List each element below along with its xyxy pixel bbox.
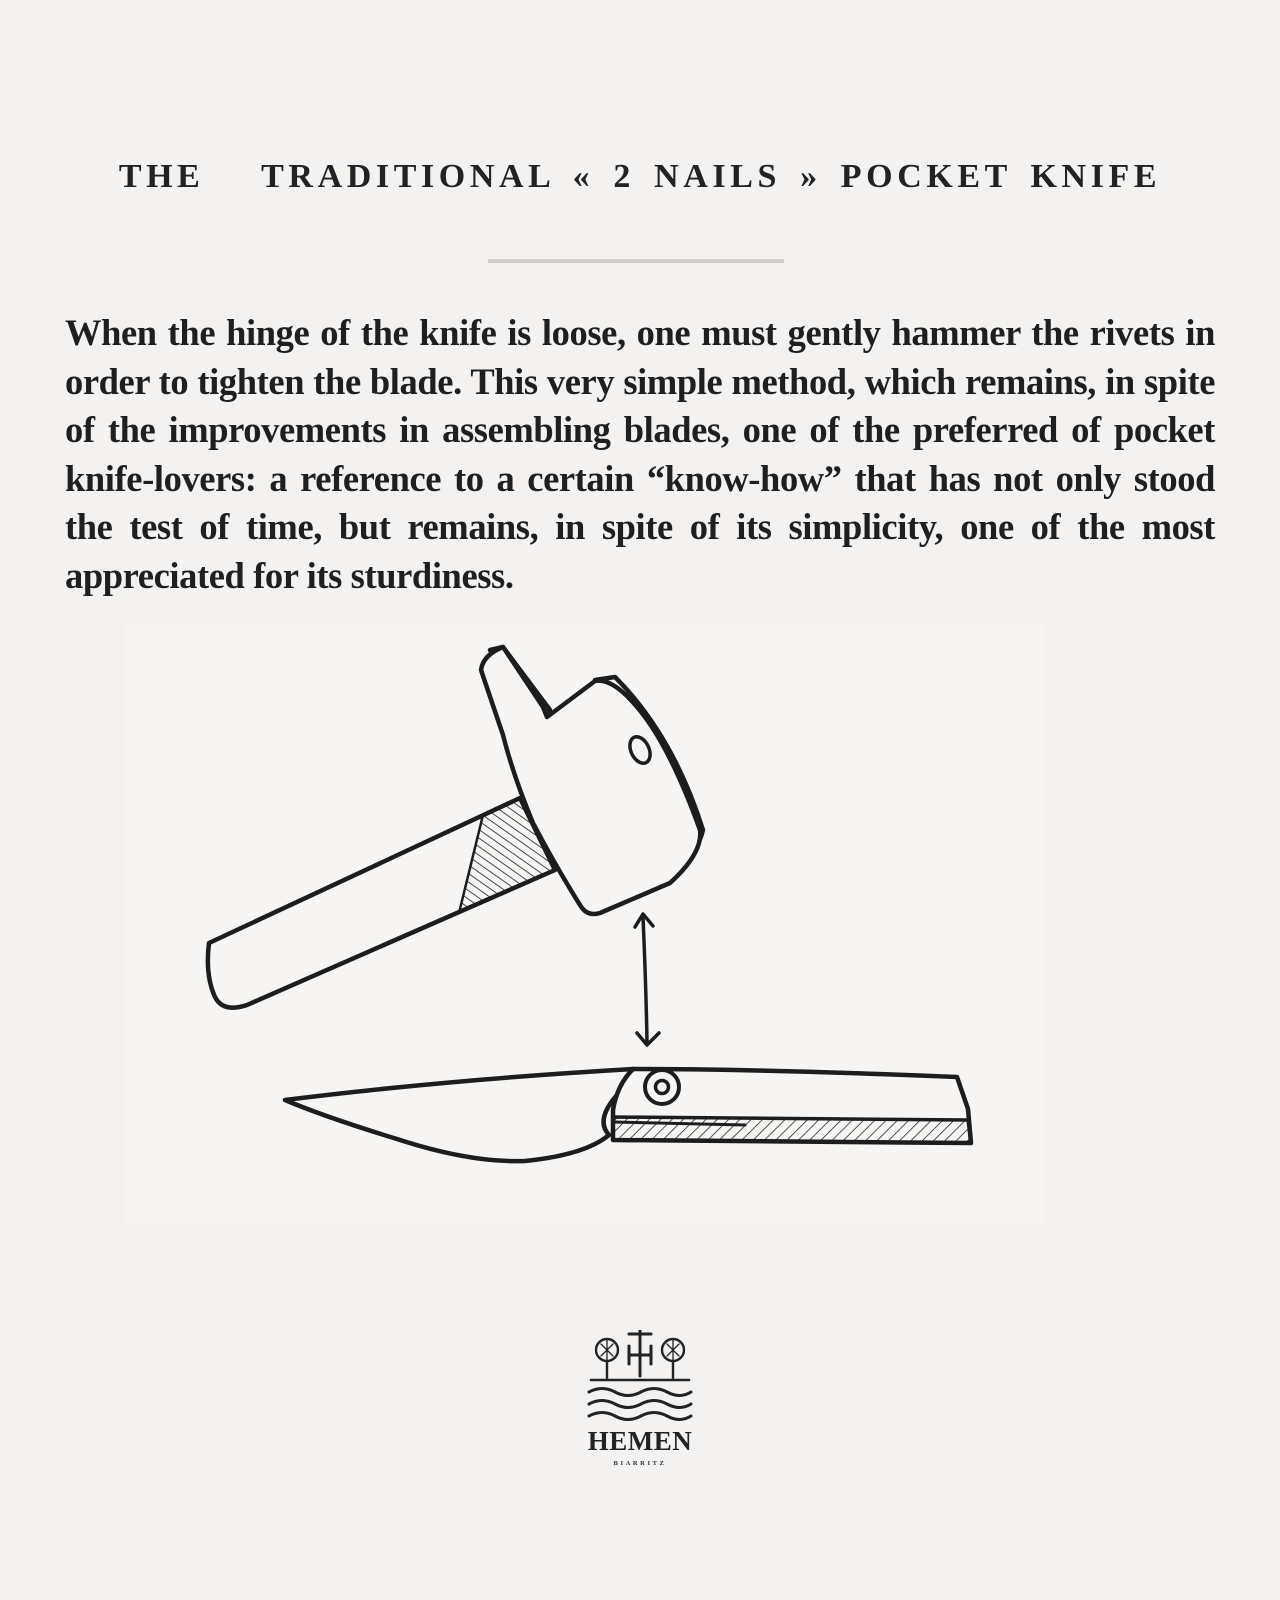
hammer-icon [208,647,703,1008]
pocket-knife-icon [285,1069,971,1161]
title-divider [488,259,784,263]
page-title: THE TRADITIONAL « 2 NAILS » POCKET KNIFE [118,158,1162,195]
brand-location: BIARRITZ [613,1460,667,1467]
hammer-and-knife-illustration [125,625,1045,1225]
illustration-panel [125,625,1045,1225]
brand-name: HEMEN [587,1426,693,1456]
description-paragraph: When the hinge of the knife is loose, one must gently hammer the rivets in order to tighten the blade. This very simple method, which remains, in spite of the improvements in assembling blades, one of the preferred of pocket knife-lovers: a reference to a certain “know-how” that has not only stood the test of time, but remains, in spite of its simplicity, one of the most appreciated for its sturdiness. [65,312,1215,596]
double-arrow-icon [635,914,659,1045]
